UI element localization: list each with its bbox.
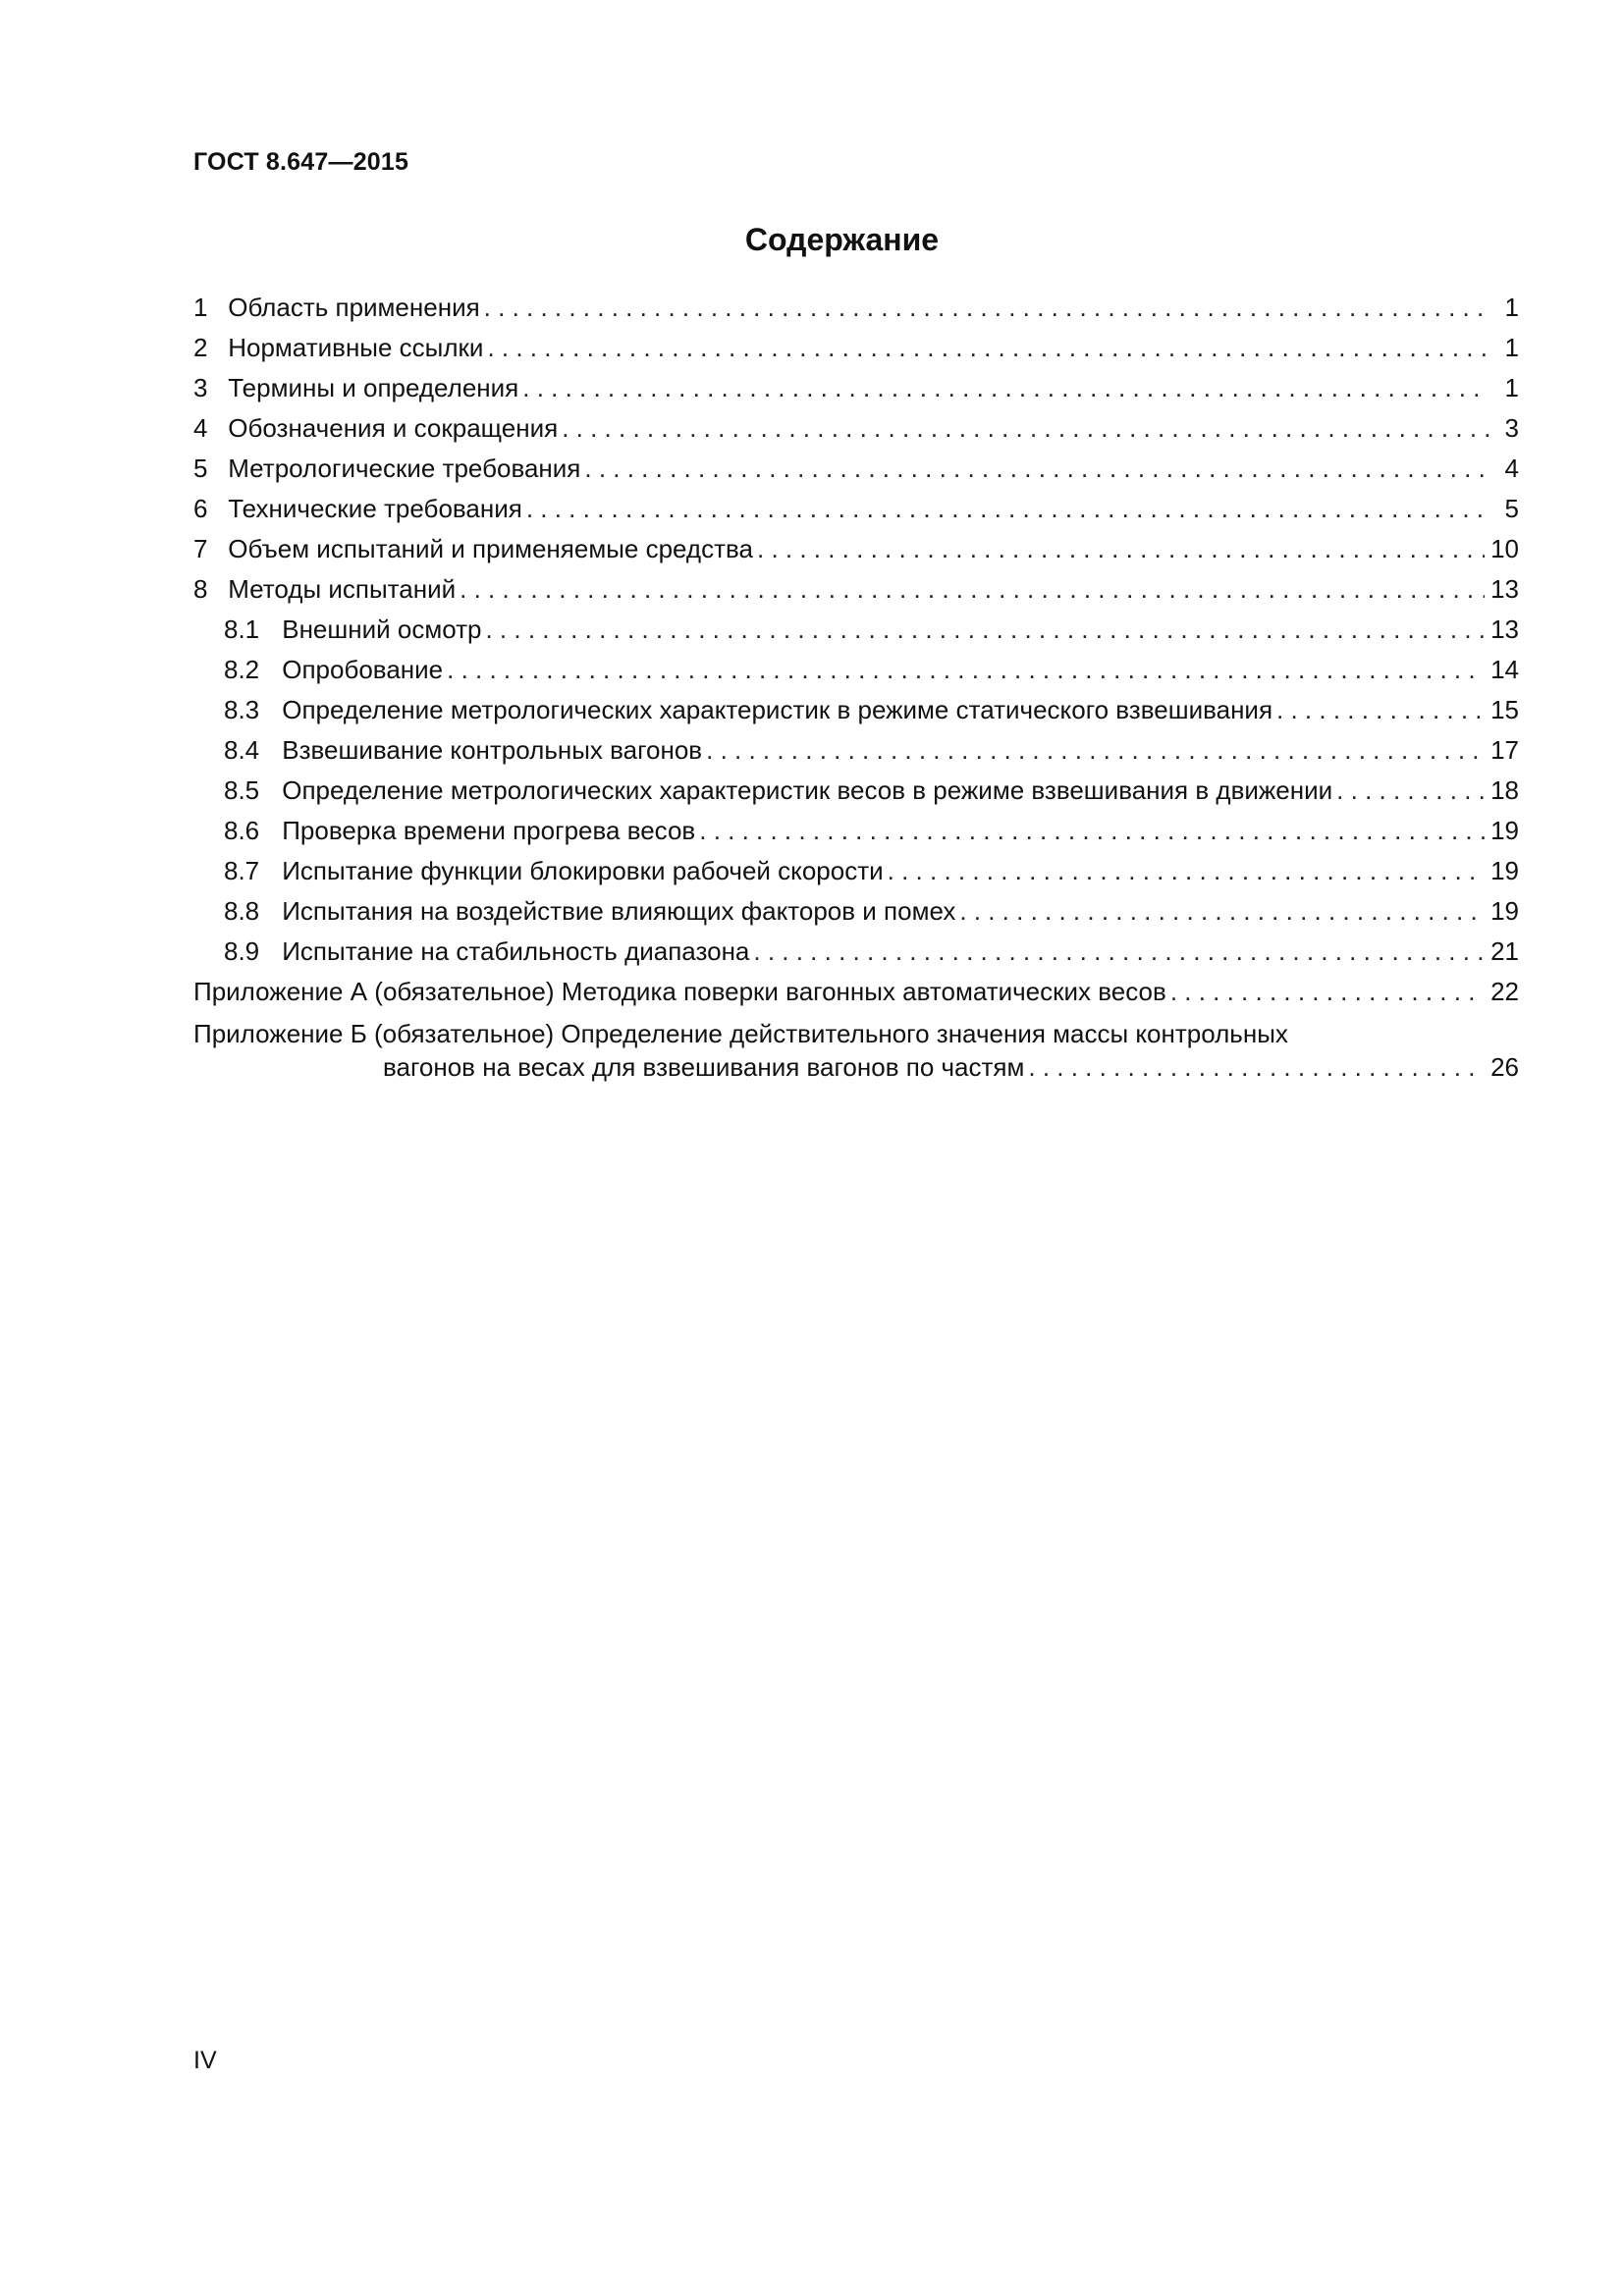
toc-item-label bbox=[224, 856, 884, 886]
toc-item-page: 13 bbox=[1490, 574, 1519, 604]
toc-item-label bbox=[224, 896, 955, 927]
toc-item-text: Термины и определения bbox=[228, 373, 519, 402]
table-of-contents bbox=[193, 293, 1519, 1090]
toc-item[interactable] bbox=[193, 856, 1519, 896]
toc-item-label bbox=[224, 816, 695, 846]
toc-item-number: 8.2 bbox=[224, 655, 260, 684]
toc-item-text: Взвешивание контрольных вагонов bbox=[282, 735, 703, 765]
toc-item-text: Опробование bbox=[282, 655, 444, 684]
toc-item-number: 8.9 bbox=[224, 936, 260, 966]
toc-item[interactable] bbox=[193, 413, 1519, 454]
toc-item-page: 17 bbox=[1490, 735, 1519, 765]
toc-item[interactable] bbox=[193, 936, 1519, 977]
toc-leader-dots bbox=[562, 413, 1489, 444]
toc-item[interactable] bbox=[193, 534, 1519, 574]
toc-item-text: Испытания на воздействие влияющих факторов и помех bbox=[282, 896, 956, 926]
toc-item-number: 1 bbox=[193, 293, 208, 322]
toc-leader-dots bbox=[1028, 1052, 1485, 1083]
toc-item-text: Испытание на стабильность диапазона bbox=[282, 936, 750, 966]
toc-item-label bbox=[193, 574, 456, 605]
toc-item-label bbox=[193, 977, 1166, 1007]
toc-item-page: 21 bbox=[1490, 936, 1519, 966]
toc-item-page: 19 bbox=[1490, 856, 1519, 885]
toc-item-text: Обозначения и сокращения bbox=[228, 413, 559, 443]
toc-item-page: 26 bbox=[1490, 1052, 1519, 1082]
toc-item-label bbox=[193, 494, 522, 524]
toc-item-page: 15 bbox=[1490, 695, 1519, 724]
toc-item-text: Метрологические требования bbox=[228, 454, 581, 483]
toc-leader-dots bbox=[526, 494, 1489, 524]
toc-item-number: 2 bbox=[193, 333, 208, 362]
toc-leader-dots bbox=[757, 534, 1485, 564]
toc-item-page: 5 bbox=[1504, 494, 1519, 523]
toc-item-number: 3 bbox=[193, 373, 208, 402]
toc-item-page: 14 bbox=[1490, 655, 1519, 684]
toc-item-text: Объем испытаний и применяемые средства bbox=[228, 534, 753, 563]
toc-item-text: Проверка времени прогрева весов bbox=[282, 816, 696, 845]
toc-item-number: 8.4 bbox=[224, 735, 260, 765]
toc-leader-dots bbox=[753, 936, 1485, 967]
toc-item-number: 8.7 bbox=[224, 856, 260, 885]
toc-leader-dots bbox=[888, 856, 1485, 886]
toc-item-number: 4 bbox=[193, 413, 208, 443]
toc-item[interactable] bbox=[193, 373, 1519, 413]
toc-item-page: 19 bbox=[1490, 816, 1519, 845]
toc-item-text: Определение метрологических характеристик весов в режиме взвешивания в движении bbox=[282, 775, 1333, 805]
toc-item-page: 19 bbox=[1490, 896, 1519, 926]
page-number: IV bbox=[193, 2047, 217, 2074]
toc-item[interactable] bbox=[193, 735, 1519, 775]
toc-item[interactable] bbox=[193, 896, 1519, 936]
toc-item-label bbox=[193, 454, 580, 484]
document-id-header: ГОСТ 8.647—2015 bbox=[193, 148, 409, 176]
toc-leader-dots bbox=[584, 454, 1489, 484]
toc-item[interactable] bbox=[193, 574, 1519, 614]
toc-item-page: 1 bbox=[1504, 333, 1519, 362]
toc-item-page: 3 bbox=[1504, 413, 1519, 443]
toc-item-page: 1 bbox=[1504, 373, 1519, 402]
toc-item-label bbox=[224, 775, 1332, 806]
toc-leader-dots bbox=[1336, 775, 1485, 806]
toc-leader-dots bbox=[706, 735, 1485, 766]
toc-item[interactable] bbox=[193, 494, 1519, 534]
toc-item-label bbox=[224, 735, 702, 766]
toc-item-text: Испытание функции блокировки рабочей скорости bbox=[282, 856, 884, 885]
toc-item-label bbox=[193, 293, 480, 323]
toc-item-number: 6 bbox=[193, 494, 208, 523]
toc-item-page: 4 bbox=[1504, 454, 1519, 483]
toc-leader-dots bbox=[447, 655, 1485, 685]
toc-title: Содержание bbox=[744, 222, 940, 257]
toc-item-appendix-b[interactable] bbox=[193, 1019, 1519, 1090]
toc-item-text: Нормативные ссылки bbox=[228, 333, 484, 362]
toc-item-text: Определение метрологических характеристик в режиме статического взвешивания bbox=[282, 695, 1273, 724]
toc-leader-dots bbox=[487, 333, 1489, 363]
toc-item[interactable] bbox=[193, 614, 1519, 655]
toc-item-label bbox=[224, 695, 1272, 725]
toc-item[interactable] bbox=[193, 655, 1519, 695]
toc-item-number: 7 bbox=[193, 534, 208, 563]
toc-item-label bbox=[224, 614, 481, 645]
toc-leader-dots bbox=[699, 816, 1485, 846]
toc-item[interactable] bbox=[193, 454, 1519, 494]
toc-item[interactable] bbox=[193, 775, 1519, 816]
toc-item-label bbox=[193, 373, 518, 403]
toc-item-number: 8.5 bbox=[224, 775, 260, 805]
toc-item[interactable] bbox=[193, 816, 1519, 856]
toc-leader-dots bbox=[522, 373, 1489, 403]
toc-item-label: Приложение Б (обязательное) Определение действительного значения массы контрольных bbox=[193, 1019, 1288, 1048]
toc-item[interactable] bbox=[193, 333, 1519, 373]
toc-item-text: Технические требования bbox=[228, 494, 522, 523]
toc-leader-dots bbox=[460, 574, 1485, 605]
toc-leader-dots bbox=[484, 293, 1489, 323]
toc-item-label bbox=[193, 333, 483, 363]
toc-item-number: 8 bbox=[193, 574, 208, 604]
toc-item-number: 8.6 bbox=[224, 816, 260, 845]
toc-item[interactable] bbox=[193, 293, 1519, 333]
toc-item-text: Приложение А (обязательное) Методика поверки вагонных автоматических весов bbox=[193, 977, 1166, 1006]
toc-item-number: 5 bbox=[193, 454, 208, 483]
toc-item-number: 8.8 bbox=[224, 896, 260, 926]
toc-item-label bbox=[193, 413, 558, 444]
toc-item-label bbox=[193, 534, 753, 564]
toc-item-label bbox=[224, 655, 443, 685]
toc-item-label bbox=[224, 936, 749, 967]
toc-item-page: 1 bbox=[1504, 293, 1519, 322]
toc-item[interactable] bbox=[193, 695, 1519, 735]
toc-leader-dots bbox=[959, 896, 1485, 927]
toc-item-page: 22 bbox=[1490, 977, 1519, 1006]
toc-item-page: 13 bbox=[1490, 614, 1519, 644]
toc-item-number: 8.1 bbox=[224, 614, 260, 644]
toc-item-label-continued: вагонов на весах для взвешивания вагонов по частям bbox=[383, 1052, 1025, 1082]
toc-leader-dots bbox=[1276, 695, 1485, 725]
toc-leader-dots bbox=[1170, 977, 1485, 1007]
toc-item-page: 10 bbox=[1490, 534, 1519, 563]
toc-item-text: Внешний осмотр bbox=[282, 614, 482, 644]
toc-item[interactable] bbox=[193, 977, 1519, 1017]
toc-item-text: Область применения bbox=[228, 293, 480, 322]
toc-item-number: 8.3 bbox=[224, 695, 260, 724]
toc-item-page: 18 bbox=[1490, 775, 1519, 805]
toc-leader-dots bbox=[485, 614, 1485, 645]
toc-item-text: Методы испытаний bbox=[228, 574, 457, 604]
